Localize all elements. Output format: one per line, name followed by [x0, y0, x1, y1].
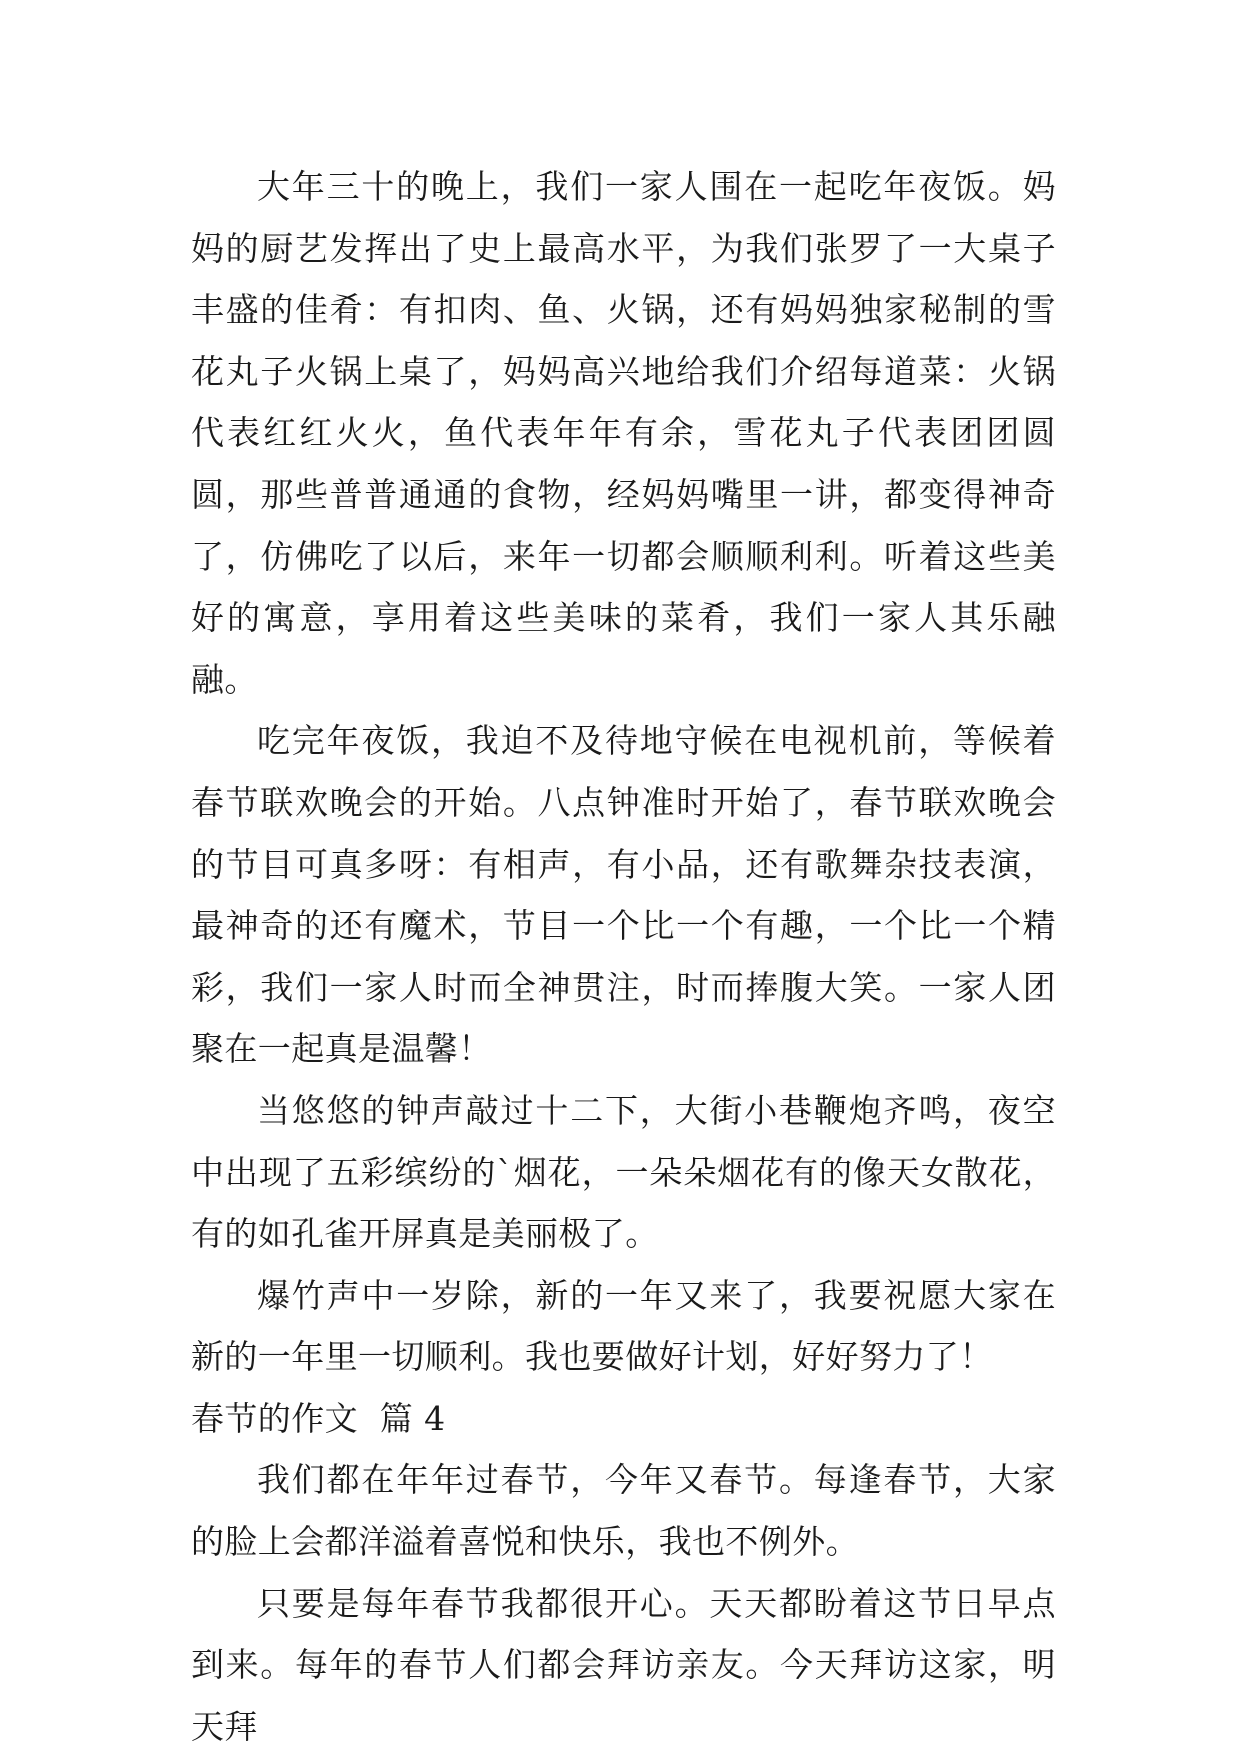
paragraph-fireworks: 当悠悠的钟声敲过十二下，大街小巷鞭炮齐鸣，夜空中出现了五彩缤纷的`烟花，一朵朵烟花有的像天女散花，有的如孔雀开屏真是美丽极了。: [191, 1090, 1056, 1254]
paragraph-visiting-relatives: 只要是每年春节我都很开心。天天都盼着这节日早点到来。每年的春节人们都会拜访亲友。今天拜访这家，明天拜: [191, 1583, 1056, 1746]
paragraph-new-year-eve-dinner: 大年三十的晚上，我们一家人围在一起吃年夜饭。妈妈的厨艺发挥出了史上最高水平，为我们张罗了一大桌子丰盛的佳肴：有扣肉、鱼、火锅，还有妈妈独家秘制的雪花丸子火锅上桌了，妈妈高兴地给我们介绍每道菜：火锅代表红红火火，鱼代表年年有余，雪花丸子代表团团圆圆，那些普普通通的食物，经妈妈嘴里一讲，都变得神奇了，仿佛吃了以后，来年一切都会顺顺利利。听着这些美好的寓意，享用着这些美味的菜肴，我们一家人其乐融融。: [191, 167, 1056, 699]
document-body: [191, 156, 1056, 1757]
section-heading: 春节的作文 篇 4: [191, 1398, 446, 1438]
paragraph-spring-festival-gala: 吃完年夜饭，我迫不及待地守候在电视机前，等候着春节联欢晚会的开始。八点钟准时开始了，春节联欢晚会的节目可真多呀：有相声，有小品，还有歌舞杂技表演，最神奇的还有魔术，节目一个比一个有趣，一个比一个精彩，我们一家人时而全神贯注，时而捧腹大笑。一家人团聚在一起真是温馨！: [191, 721, 1056, 1069]
paragraph-new-year-wishes: 爆竹声中一岁除，新的一年又来了，我要祝愿大家在新的一年里一切顺利。我也要做好计划，好好努力了！: [191, 1275, 1056, 1377]
paragraph-every-year-festival: 我们都在年年过春节，今年又春节。每逢春节，大家的脸上会都洋溢着喜悦和快乐，我也不例外。: [191, 1460, 1056, 1562]
